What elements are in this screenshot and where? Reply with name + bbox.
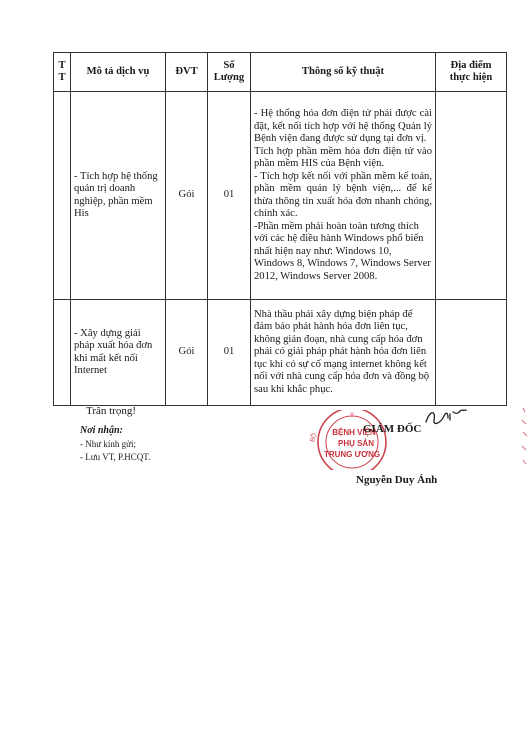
cell-unit: Gói <box>166 300 208 406</box>
cell-tt <box>54 300 71 406</box>
spec-paragraph: - Tích hợp kết nối với phần mềm kế toán, phần mềm quản lý bệnh viện,... để kế thừa thông tin xuất hóa đơn nhanh chóng, chính xác. <box>254 170 432 219</box>
cell-place <box>436 92 507 300</box>
handwritten-signature <box>420 402 480 432</box>
stamp-line-2: PHỤ SẢN <box>337 439 375 448</box>
spec-paragraph: -Phần mềm phải hoàn toàn tương thích với các hệ điều hành Windows phổ biến nhất hiện nay như: Windows 10, Windows 8, Windows 7, Windows Server 2012, Windows Server 2008. <box>254 220 431 282</box>
recipients-list <box>80 438 150 464</box>
table-header-row <box>54 53 507 92</box>
header-quantity: Số Lượng <box>208 53 251 92</box>
cell-unit: Gói <box>166 92 208 300</box>
cell-spec <box>251 92 436 300</box>
signer-name: Nguyễn Duy Ánh <box>356 474 438 486</box>
stamp-line-1: BỆNH VIỆN <box>332 428 376 437</box>
header-tt: T T <box>54 53 71 92</box>
signer-title: GIÁM ĐỐC <box>363 423 422 435</box>
hospital-stamp <box>308 410 388 470</box>
cell-tt <box>54 92 71 300</box>
stamp-top-letter: Y <box>349 413 355 419</box>
spec-paragraph: - Hệ thống hóa đơn điện tử phải được cài đặt, kết nối tích hợp với hệ thống Quản lý Bệnh viện đang được sử dụng tại đơn vị. <box>254 108 432 144</box>
edge-stamp-fragment <box>519 406 531 476</box>
cell-spec <box>251 300 436 406</box>
fragment-marks <box>522 408 527 464</box>
spec-paragraph: Tích hợp phần mềm hóa đơn điện tử vào phần mềm HIS của Bệnh viện. <box>254 145 432 169</box>
cell-place <box>436 300 507 406</box>
cell-description: - Xây dựng giải pháp xuất hóa đơn khi mất kết nối Internet <box>71 300 166 406</box>
table-row <box>54 300 507 406</box>
recipients-title: Nơi nhận: <box>80 425 123 436</box>
closing-text: Trân trọng! <box>86 405 137 417</box>
table-row <box>54 92 507 300</box>
list-item: - Như kính gửi; <box>80 439 137 449</box>
service-spec-table <box>53 52 507 406</box>
list-item: - Lưu VT, P.HCQT. <box>80 452 151 462</box>
header-unit: ĐVT <box>166 53 208 92</box>
header-spec: Thông số kỹ thuật <box>251 53 436 92</box>
header-place: Địa điểm thực hiện <box>436 53 507 92</box>
cell-description: - Tích hợp hệ thống quản trị doanh nghiệp, phần mềm His <box>71 92 166 300</box>
stamp-line-3: TRUNG ƯƠNG <box>323 450 381 459</box>
cell-quantity: 01 <box>208 300 251 406</box>
stamp-side-text: BỘ <box>310 432 319 443</box>
signature-stroke <box>426 410 466 423</box>
spec-paragraph: Nhà thầu phải xây dựng biện pháp để đảm bảo phát hành hóa đơn liên tục, không gián đoạn, nhà cung cấp hóa đơn phải có giải pháp phát hành hóa đơn liên tục khi có sự cố mạng internet không kết nối với nhà cung cấp hóa đơn và đồng bộ sau khi khắc phục. <box>254 308 430 395</box>
cell-quantity: 01 <box>208 92 251 300</box>
header-description: Mô tả dịch vụ <box>71 53 166 92</box>
